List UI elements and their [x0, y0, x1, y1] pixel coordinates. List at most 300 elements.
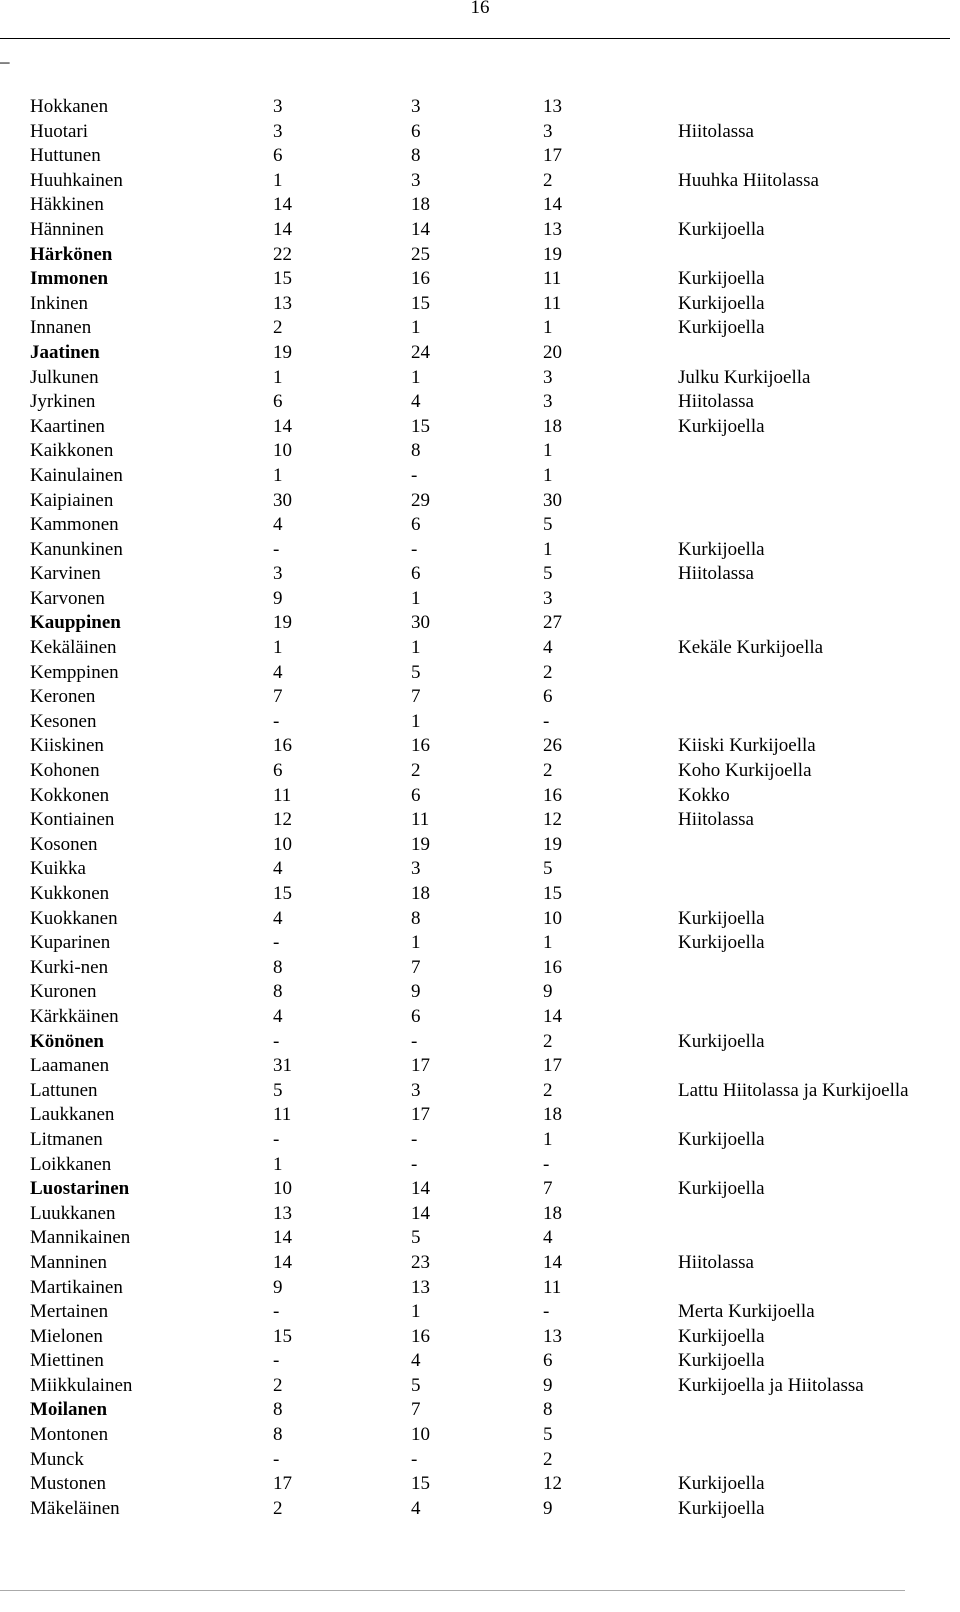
- count-1-cell: 15: [273, 883, 292, 904]
- note-cell: Kurkijoella: [678, 1325, 765, 1347]
- table-row: [0, 1177, 960, 1202]
- count-2-cell: -: [411, 538, 418, 560]
- table-row: [0, 1005, 960, 1030]
- count-1-cell: 9: [273, 1276, 283, 1298]
- count-1-cell: 3: [273, 563, 283, 585]
- count-2-cell: 17: [411, 1104, 430, 1126]
- surname-cell: Kuparinen: [30, 932, 111, 954]
- surname-cell: Könönen: [30, 1030, 104, 1052]
- count-2-cell: 19: [411, 833, 430, 855]
- count-1-cell: -: [273, 710, 280, 732]
- count-2-cell: 15: [411, 1473, 430, 1495]
- surname-cell: Mertainen: [30, 1301, 109, 1323]
- note-cell: Kurkijoella: [678, 1350, 765, 1372]
- count-3-cell: 1: [543, 1128, 553, 1150]
- surname-cell: Keronen: [30, 686, 96, 708]
- table-row: [0, 489, 960, 514]
- count-1-cell: 10: [273, 1178, 292, 1200]
- table-row: [0, 439, 960, 464]
- count-3-cell: 6: [543, 1350, 553, 1372]
- count-1-cell: 11: [273, 784, 292, 806]
- count-3-cell: 9: [543, 981, 553, 1003]
- table-row: [0, 1153, 960, 1178]
- table-row: [0, 980, 960, 1005]
- table-row: [0, 710, 960, 735]
- count-1-cell: 12: [273, 809, 292, 831]
- count-1-cell: 30: [273, 489, 292, 511]
- surname-cell: Miikkulainen: [30, 1374, 133, 1396]
- count-3-cell: 5: [543, 514, 553, 536]
- count-2-cell: 8: [411, 907, 421, 929]
- count-1-cell: 14: [273, 1251, 292, 1273]
- count-1-cell: 8: [273, 981, 283, 1003]
- table-row: [0, 734, 960, 759]
- count-1-cell: 15: [273, 268, 292, 290]
- count-3-cell: 9: [543, 1497, 553, 1519]
- count-3-cell: 17: [543, 145, 562, 167]
- count-3-cell: 5: [543, 563, 553, 585]
- note-cell: Kurkijoella: [678, 415, 765, 437]
- count-2-cell: 17: [411, 1055, 430, 1077]
- surname-cell: Laukkanen: [30, 1104, 115, 1126]
- count-1-cell: 4: [273, 514, 283, 536]
- count-2-cell: 6: [411, 1005, 421, 1027]
- table-row: [0, 1472, 960, 1497]
- count-3-cell: 12: [543, 809, 562, 831]
- count-2-cell: 3: [411, 858, 421, 880]
- count-1-cell: 19: [273, 341, 292, 363]
- table-row: [0, 1349, 960, 1374]
- count-2-cell: 15: [411, 415, 430, 437]
- note-cell: Kurkijoella: [678, 292, 765, 314]
- count-1-cell: 13: [273, 292, 292, 314]
- note-cell: Merta Kurkijoella: [678, 1301, 815, 1323]
- count-2-cell: 1: [411, 637, 421, 659]
- count-2-cell: 3: [411, 96, 421, 117]
- note-cell: Kiiski Kurkijoella: [678, 735, 816, 757]
- surname-cell: Julkunen: [30, 366, 99, 388]
- count-3-cell: 3: [543, 366, 553, 388]
- count-3-cell: 17: [543, 1055, 562, 1077]
- table-row: [0, 685, 960, 710]
- count-3-cell: 2: [543, 760, 553, 782]
- table-row: [0, 1251, 960, 1276]
- count-3-cell: 12: [543, 1473, 562, 1495]
- note-cell: Hiitolassa: [678, 563, 754, 585]
- note-cell: Julku Kurkijoella: [678, 366, 811, 388]
- surname-cell: Karvinen: [30, 563, 101, 585]
- surname-cell: Kainulainen: [30, 464, 123, 486]
- count-3-cell: 14: [543, 194, 562, 216]
- count-1-cell: 1: [273, 637, 283, 659]
- count-2-cell: 8: [411, 440, 421, 462]
- surname-cell: Kauppinen: [30, 612, 121, 634]
- count-3-cell: 19: [543, 833, 562, 855]
- count-3-cell: 3: [543, 587, 553, 609]
- count-1-cell: 14: [273, 415, 292, 437]
- surname-cell: Laamanen: [30, 1055, 110, 1077]
- note-cell: Hiitolassa: [678, 120, 754, 142]
- count-2-cell: 5: [411, 1227, 421, 1249]
- count-2-cell: 7: [411, 686, 421, 708]
- count-3-cell: 6: [543, 686, 553, 708]
- count-1-cell: 9: [273, 587, 283, 609]
- count-3-cell: 11: [543, 292, 562, 314]
- surname-cell: Immonen: [30, 268, 109, 290]
- table-row: [0, 1103, 960, 1128]
- surname-cell: Kekäläinen: [30, 637, 117, 659]
- surname-cell: Lattunen: [30, 1079, 98, 1101]
- count-3-cell: 4: [543, 1227, 553, 1249]
- surname-cell: Hänninen: [30, 218, 104, 240]
- count-1-cell: 15: [273, 1325, 292, 1347]
- count-2-cell: 1: [411, 1301, 421, 1323]
- count-3-cell: 2: [543, 661, 553, 683]
- page-number: 16: [470, 0, 490, 18]
- count-1-cell: -: [273, 538, 280, 560]
- count-3-cell: 4: [543, 637, 553, 659]
- count-2-cell: 3: [411, 169, 421, 191]
- count-3-cell: 10: [543, 907, 562, 929]
- count-2-cell: 16: [411, 268, 430, 290]
- note-cell: Huuhka Hiitolassa: [678, 169, 819, 191]
- table-row: [0, 882, 960, 907]
- surname-cell: Munck: [30, 1448, 84, 1470]
- surname-cell: Litmanen: [30, 1128, 103, 1150]
- note-cell: Hiitolassa: [678, 809, 754, 831]
- surname-cell: Loikkanen: [30, 1153, 112, 1175]
- count-3-cell: 18: [543, 1104, 562, 1126]
- count-3-cell: 30: [543, 489, 562, 511]
- header-rule: [0, 38, 950, 39]
- count-1-cell: 14: [273, 194, 292, 216]
- surname-cell: Kuikka: [30, 858, 86, 880]
- surname-cell: Kanunkinen: [30, 538, 123, 560]
- surname-cell: Mielonen: [30, 1325, 103, 1347]
- count-3-cell: 2: [543, 1079, 553, 1101]
- count-1-cell: 2: [273, 1497, 283, 1519]
- note-cell: Kurkijoella: [678, 1497, 765, 1519]
- table-row: [0, 1202, 960, 1227]
- note-cell: Kekäle Kurkijoella: [678, 637, 824, 659]
- count-2-cell: 3: [411, 1079, 421, 1101]
- count-3-cell: 8: [543, 1399, 553, 1421]
- surname-cell: Kiiskinen: [30, 735, 104, 757]
- count-2-cell: 1: [411, 932, 421, 954]
- note-cell: Kurkijoella: [678, 1128, 765, 1150]
- count-2-cell: 14: [411, 1202, 430, 1224]
- count-3-cell: 5: [543, 1424, 553, 1446]
- count-3-cell: 18: [543, 1202, 562, 1224]
- table-row: [0, 193, 960, 218]
- surname-cell: Manninen: [30, 1251, 108, 1273]
- table-row: [0, 1497, 960, 1522]
- count-2-cell: 25: [411, 243, 430, 265]
- surname-cell: Kärkkäinen: [30, 1005, 119, 1027]
- count-3-cell: 9: [543, 1374, 553, 1396]
- count-2-cell: 30: [411, 612, 430, 634]
- count-1-cell: 6: [273, 145, 283, 167]
- surname-cell: Kokkonen: [30, 784, 110, 806]
- count-1-cell: 13: [273, 1202, 292, 1224]
- count-3-cell: 13: [543, 218, 562, 240]
- surname-cell: Mäkeläinen: [30, 1497, 120, 1519]
- table-row: [0, 1226, 960, 1251]
- table-row: [0, 1398, 960, 1423]
- table-row: [0, 464, 960, 489]
- table-row: [0, 1054, 960, 1079]
- table-row: [0, 243, 960, 268]
- count-3-cell: 1: [543, 440, 553, 462]
- note-cell: Kurkijoella ja Hiitolassa: [678, 1374, 864, 1396]
- count-1-cell: 4: [273, 1005, 283, 1027]
- table-row: [0, 1128, 960, 1153]
- table-row: [0, 415, 960, 440]
- count-3-cell: 16: [543, 956, 562, 978]
- count-1-cell: 19: [273, 612, 292, 634]
- count-2-cell: 1: [411, 710, 421, 732]
- count-2-cell: 1: [411, 317, 421, 339]
- note-cell: Hiitolassa: [678, 391, 754, 413]
- note-cell: Hiitolassa: [678, 1251, 754, 1273]
- count-1-cell: 2: [273, 1374, 283, 1396]
- count-2-cell: 5: [411, 1374, 421, 1396]
- surname-cell: Luukkanen: [30, 1202, 116, 1224]
- count-1-cell: -: [273, 1030, 280, 1052]
- table-row: [0, 1300, 960, 1325]
- count-2-cell: 6: [411, 514, 421, 536]
- count-2-cell: 29: [411, 489, 430, 511]
- table-row: [0, 513, 960, 538]
- count-2-cell: 11: [411, 809, 430, 831]
- count-2-cell: 5: [411, 661, 421, 683]
- surname-cell: Mannikainen: [30, 1227, 131, 1249]
- table-row: [0, 833, 960, 858]
- table-row: [0, 956, 960, 981]
- count-1-cell: 17: [273, 1473, 292, 1495]
- surname-cell: Kemppinen: [30, 661, 119, 683]
- table-row: [0, 366, 960, 391]
- count-3-cell: 11: [543, 268, 562, 290]
- count-3-cell: 7: [543, 1178, 553, 1200]
- count-3-cell: -: [543, 1301, 550, 1323]
- count-3-cell: 20: [543, 341, 562, 363]
- count-3-cell: 2: [543, 169, 553, 191]
- table-row: [0, 1374, 960, 1399]
- table-row: [0, 267, 960, 292]
- surname-cell: Moilanen: [30, 1399, 108, 1421]
- count-1-cell: 2: [273, 317, 283, 339]
- surname-cell: Huuhkainen: [30, 169, 123, 191]
- table-row: [0, 390, 960, 415]
- count-2-cell: 1: [411, 366, 421, 388]
- count-1-cell: 14: [273, 218, 292, 240]
- table-row: [0, 1276, 960, 1301]
- surname-cell: Kaipiainen: [30, 489, 114, 511]
- count-2-cell: 4: [411, 1497, 421, 1519]
- count-2-cell: 4: [411, 1350, 421, 1372]
- table-row: [0, 1448, 960, 1473]
- count-1-cell: 11: [273, 1104, 292, 1126]
- count-3-cell: 2: [543, 1030, 553, 1052]
- note-cell: Kurkijoella: [678, 268, 765, 290]
- table-row: [0, 292, 960, 317]
- count-2-cell: 18: [411, 883, 430, 904]
- count-1-cell: 1: [273, 464, 283, 486]
- count-2-cell: 13: [411, 1276, 430, 1298]
- count-2-cell: 16: [411, 735, 430, 757]
- surname-cell: Innanen: [30, 317, 92, 339]
- surname-cell: Luostarinen: [30, 1178, 130, 1200]
- note-cell: Kurkijoella: [678, 907, 765, 929]
- surname-cell: Kontiainen: [30, 809, 115, 831]
- count-3-cell: 18: [543, 415, 562, 437]
- surname-table: [0, 95, 960, 1521]
- count-3-cell: 5: [543, 858, 553, 880]
- count-1-cell: 10: [273, 833, 292, 855]
- count-1-cell: 3: [273, 96, 283, 117]
- count-1-cell: 31: [273, 1055, 292, 1077]
- note-cell: Koho Kurkijoella: [678, 760, 812, 782]
- surname-cell: Kesonen: [30, 710, 97, 732]
- count-3-cell: 27: [543, 612, 562, 634]
- surname-cell: Kohonen: [30, 760, 100, 782]
- footer-rule: [0, 1590, 905, 1591]
- count-3-cell: 13: [543, 96, 562, 117]
- surname-cell: Kosonen: [30, 833, 98, 855]
- count-3-cell: 3: [543, 391, 553, 413]
- count-1-cell: 16: [273, 735, 292, 757]
- surname-cell: Huotari: [30, 120, 89, 142]
- count-1-cell: 14: [273, 1227, 292, 1249]
- count-2-cell: 8: [411, 145, 421, 167]
- count-3-cell: -: [543, 1153, 550, 1175]
- count-1-cell: 6: [273, 760, 283, 782]
- count-3-cell: 13: [543, 1325, 562, 1347]
- table-row: [0, 857, 960, 882]
- count-1-cell: 10: [273, 440, 292, 462]
- count-1-cell: 1: [273, 1153, 283, 1175]
- count-3-cell: 11: [543, 1276, 562, 1298]
- surname-cell: Häkkinen: [30, 194, 104, 216]
- count-1-cell: 4: [273, 661, 283, 683]
- count-2-cell: -: [411, 1030, 418, 1052]
- count-2-cell: 18: [411, 194, 430, 216]
- count-1-cell: 7: [273, 686, 283, 708]
- count-3-cell: 1: [543, 317, 553, 339]
- table-row: [0, 661, 960, 686]
- count-2-cell: 6: [411, 563, 421, 585]
- header-mark: _: [0, 45, 10, 66]
- count-2-cell: 1: [411, 587, 421, 609]
- count-1-cell: 1: [273, 366, 283, 388]
- count-3-cell: 1: [543, 932, 553, 954]
- count-3-cell: 1: [543, 464, 553, 486]
- count-2-cell: 14: [411, 218, 430, 240]
- count-2-cell: 4: [411, 391, 421, 413]
- table-row: [0, 1030, 960, 1055]
- table-row: [0, 169, 960, 194]
- note-cell: Kurkijoella: [678, 932, 765, 954]
- surname-cell: Kaartinen: [30, 415, 105, 437]
- surname-cell: Martikainen: [30, 1276, 123, 1298]
- table-row: [0, 1079, 960, 1104]
- note-cell: Kurkijoella: [678, 1030, 765, 1052]
- table-row: [0, 1325, 960, 1350]
- count-3-cell: 3: [543, 120, 553, 142]
- surname-cell: Inkinen: [30, 292, 89, 314]
- surname-cell: Kammonen: [30, 514, 119, 536]
- count-1-cell: 22: [273, 243, 292, 265]
- table-row: [0, 538, 960, 563]
- count-1-cell: -: [273, 932, 280, 954]
- count-1-cell: 8: [273, 956, 283, 978]
- count-3-cell: 14: [543, 1251, 562, 1273]
- count-1-cell: 3: [273, 120, 283, 142]
- count-2-cell: -: [411, 464, 418, 486]
- count-2-cell: 16: [411, 1325, 430, 1347]
- note-cell: Kurkijoella: [678, 1178, 765, 1200]
- table-row: [0, 636, 960, 661]
- table-row: [0, 587, 960, 612]
- table-row: [0, 1423, 960, 1448]
- count-3-cell: 15: [543, 883, 562, 904]
- table-row: [0, 808, 960, 833]
- count-1-cell: 6: [273, 391, 283, 413]
- note-cell: Kurkijoella: [678, 218, 765, 240]
- table-row: [0, 316, 960, 341]
- count-1-cell: -: [273, 1448, 280, 1470]
- count-2-cell: 24: [411, 341, 430, 363]
- count-1-cell: -: [273, 1350, 280, 1372]
- count-2-cell: 23: [411, 1251, 430, 1273]
- table-row: [0, 218, 960, 243]
- surname-cell: Kukkonen: [30, 883, 110, 904]
- count-1-cell: 4: [273, 858, 283, 880]
- table-row: [0, 144, 960, 169]
- surname-cell: Kaikkonen: [30, 440, 114, 462]
- count-2-cell: -: [411, 1448, 418, 1470]
- surname-cell: Miettinen: [30, 1350, 104, 1372]
- count-3-cell: 2: [543, 1448, 553, 1470]
- surname-cell: Jaatinen: [30, 341, 100, 363]
- note-cell: Kurkijoella: [678, 1473, 765, 1495]
- count-3-cell: 14: [543, 1005, 562, 1027]
- count-2-cell: 9: [411, 981, 421, 1003]
- count-2-cell: 15: [411, 292, 430, 314]
- table-row: [0, 95, 960, 120]
- surname-cell: Hokkanen: [30, 96, 109, 117]
- surname-cell: Jyrkinen: [30, 391, 96, 413]
- surname-cell: Montonen: [30, 1424, 109, 1446]
- count-1-cell: 8: [273, 1399, 283, 1421]
- count-3-cell: 19: [543, 243, 562, 265]
- surname-cell: Mustonen: [30, 1473, 106, 1495]
- surname-cell: Kuokkanen: [30, 907, 118, 929]
- count-1-cell: 5: [273, 1079, 283, 1101]
- count-2-cell: 7: [411, 1399, 421, 1421]
- count-3-cell: -: [543, 710, 550, 732]
- count-2-cell: -: [411, 1128, 418, 1150]
- count-2-cell: 7: [411, 956, 421, 978]
- note-cell: Kokko: [678, 784, 730, 806]
- count-2-cell: 14: [411, 1178, 430, 1200]
- count-1-cell: -: [273, 1128, 280, 1150]
- count-1-cell: 4: [273, 907, 283, 929]
- note-cell: Lattu Hiitolassa ja Kurkijoella: [678, 1079, 909, 1101]
- table-row: [0, 341, 960, 366]
- note-cell: Kurkijoella: [678, 538, 765, 560]
